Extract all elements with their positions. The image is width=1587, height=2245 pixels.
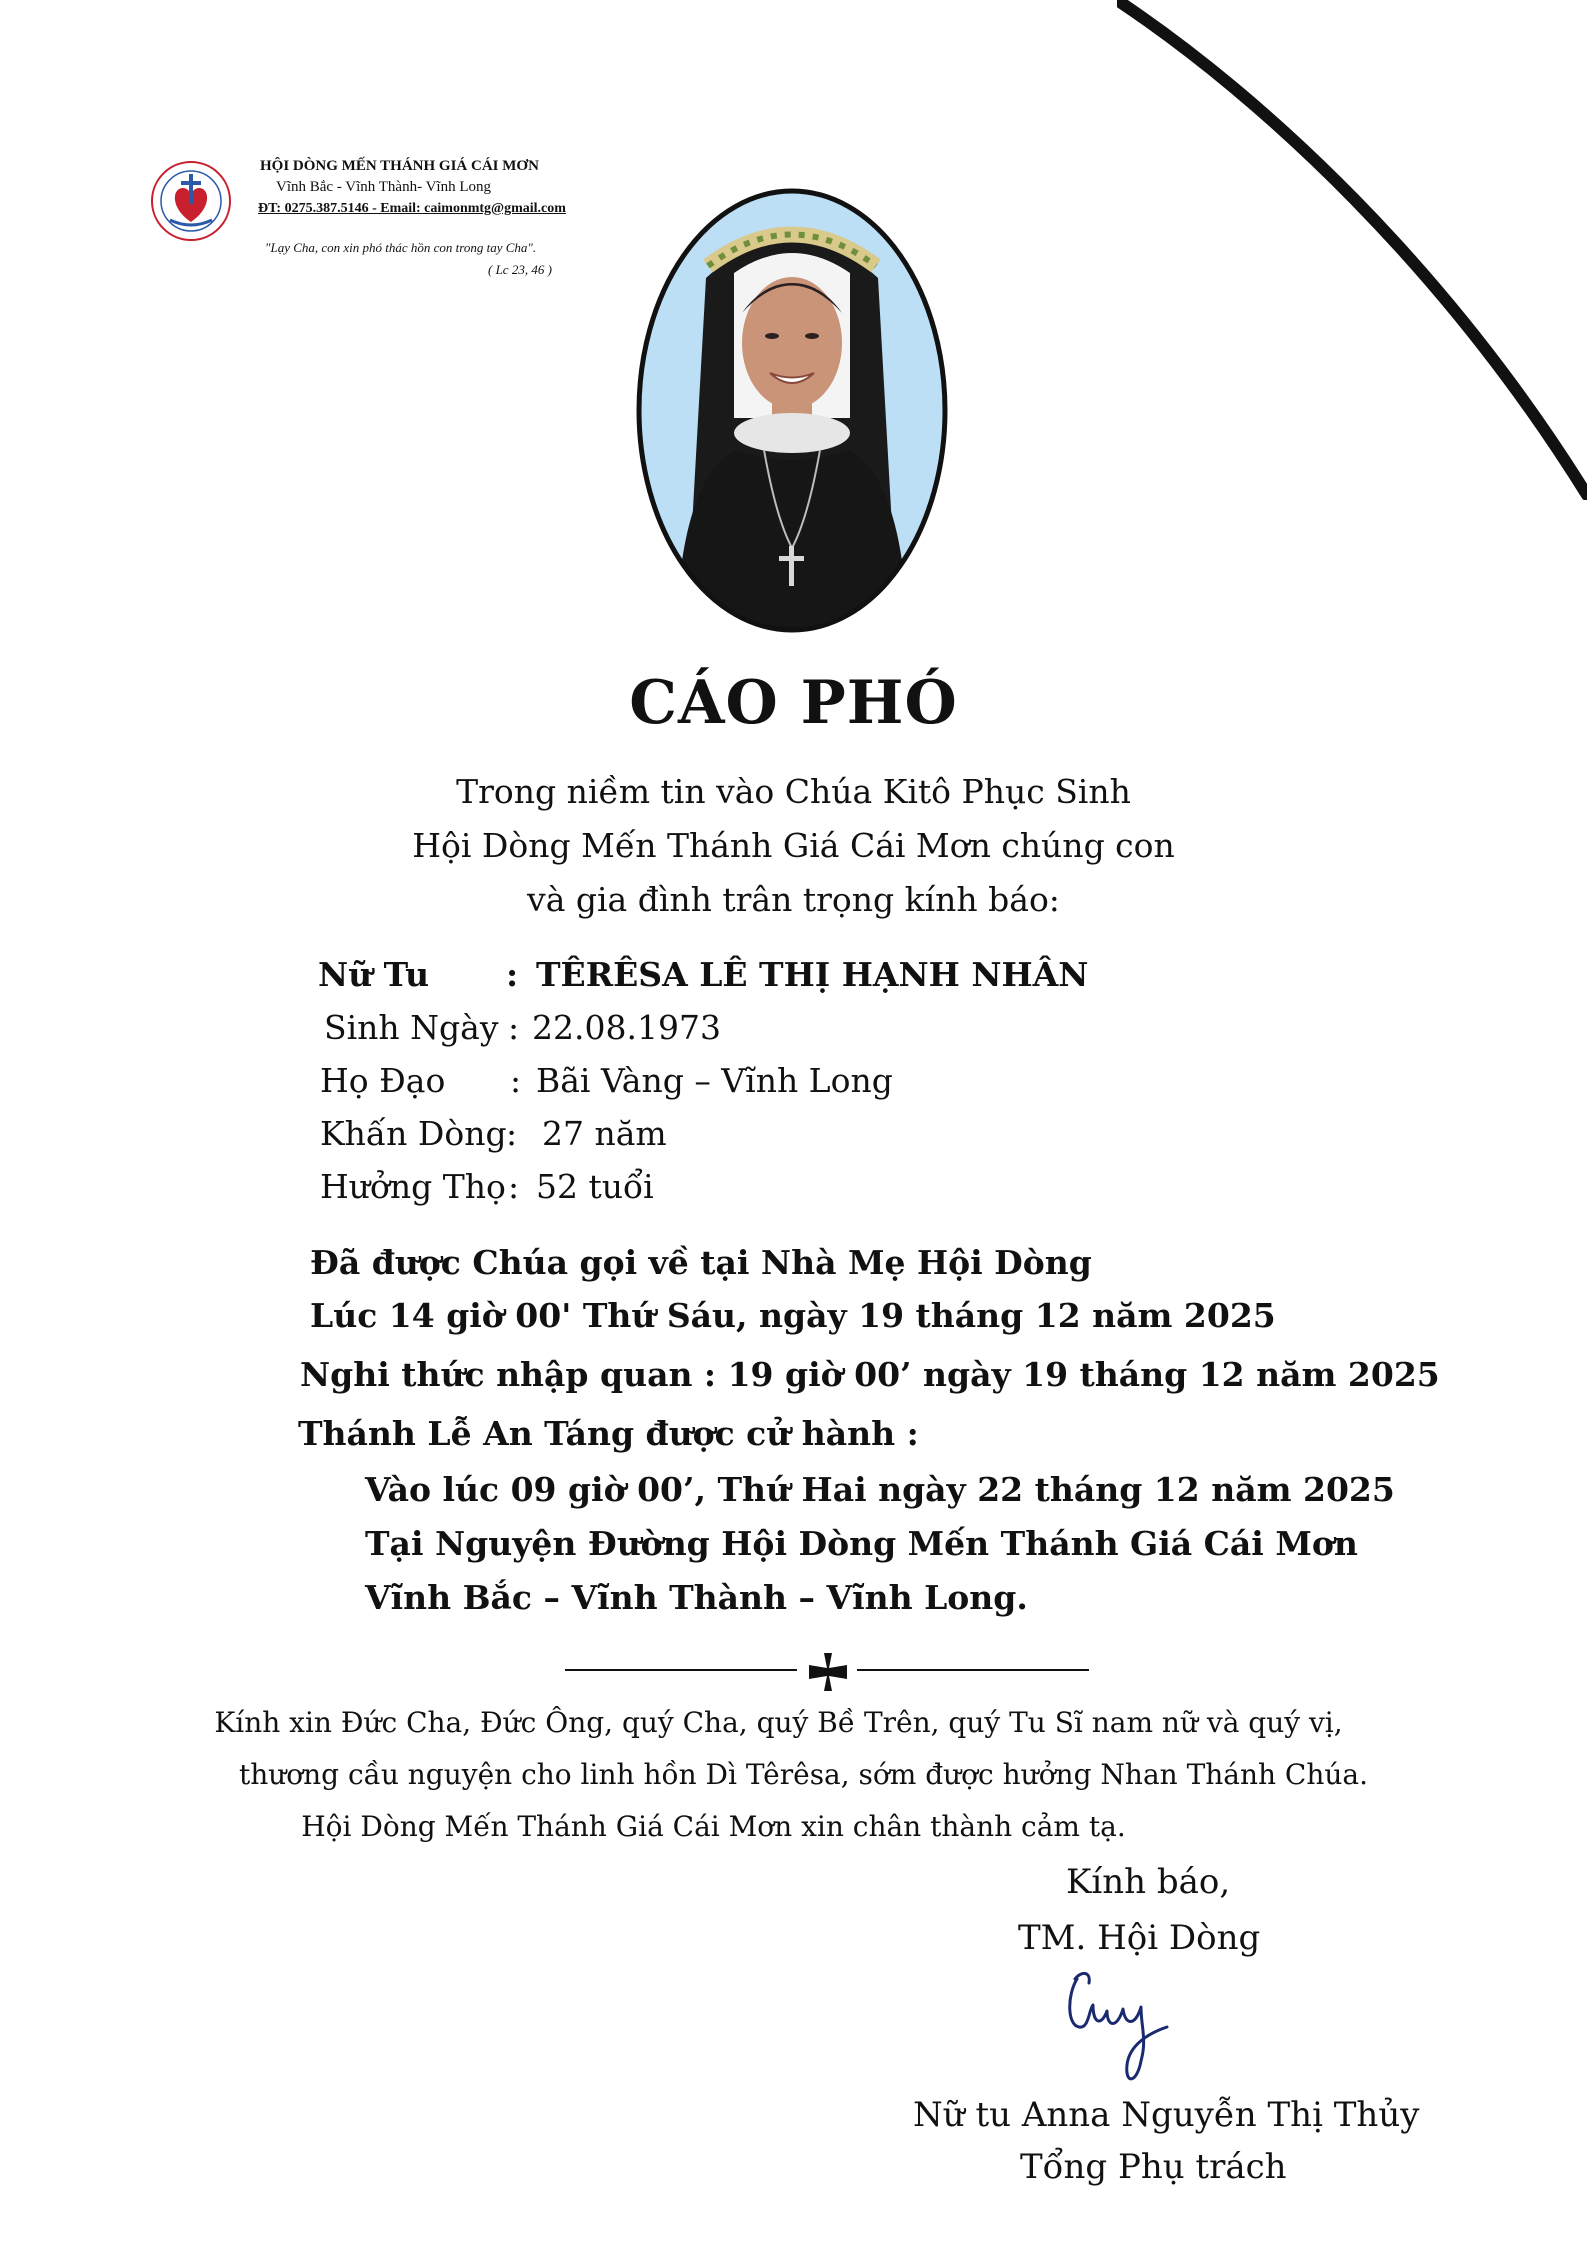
detail-value: Bãi Vàng – Vĩnh Long — [536, 1061, 893, 1100]
intro-line: Trong niềm tin vào Chúa Kitô Phục Sinh — [456, 772, 1131, 811]
header-info — [258, 158, 678, 217]
detail-value: 52 tuổi — [536, 1167, 654, 1206]
signer-name: Nữ tu Anna Nguyễn Thị Thủy — [913, 2095, 1420, 2135]
detail-label: Khấn Dòng — [320, 1114, 507, 1153]
signer-role: Tổng Phụ trách — [1020, 2147, 1287, 2187]
divider-right — [857, 1669, 1089, 1671]
org-name: HỘI DÒNG MẾN THÁNH GIÁ CÁI MƠN — [260, 158, 539, 174]
divider-left — [565, 1669, 797, 1671]
intro-text — [0, 765, 1587, 927]
org-address: Vĩnh Bắc - Vĩnh Thành- Vĩnh Long — [276, 179, 491, 195]
detail-value: 27 năm — [542, 1114, 667, 1153]
announcement-line: Nghi thức nhập quan : 19 giờ 00’ ngày 19 tháng 12 năm 2025 — [300, 1355, 1440, 1394]
closing-text — [0, 1697, 1587, 1853]
org-contact: ĐT: 0275.387.5146 - Email: caimonmtg@gmail.com — [258, 201, 566, 216]
congregation-logo — [150, 160, 232, 242]
closing-line: Kính xin Đức Cha, Đức Ông, quý Cha, quý Bề Trên, quý Tu Sĩ nam nữ và quý vị, — [214, 1706, 1343, 1739]
announcement-line: Tại Nguyện Đường Hội Dòng Mến Thánh Giá Cái Mơn — [365, 1524, 1358, 1563]
header-quote-ref: ( Lc 23, 46 ) — [488, 262, 552, 277]
announcement-line: Lúc 14 giờ 00' Thứ Sáu, ngày 19 tháng 12 năm 2025 — [310, 1296, 1276, 1335]
closing-line: Hội Dòng Mến Thánh Giá Cái Mơn xin chân thành cảm tạ. — [301, 1810, 1126, 1843]
detail-label: Họ Đạo — [320, 1061, 446, 1100]
cross-icon — [807, 1651, 849, 1693]
detail-separator: : — [508, 1167, 520, 1206]
detail-separator: : — [506, 955, 519, 994]
announcement-line: Vĩnh Bắc – Vĩnh Thành – Vĩnh Long. — [365, 1578, 1028, 1617]
page-title: CÁO PHÓ — [629, 668, 958, 738]
closing-line: thương cầu nguyện cho linh hồn Dì Têrêsa, sớm được hưởng Nhan Thánh Chúa. — [238, 1758, 1369, 1791]
announcement-line: Thánh Lễ An Táng được cử hành : — [298, 1414, 919, 1453]
detail-value: TÊRÊSA LÊ THỊ HẠNH NHÂN — [536, 955, 1089, 994]
signoff-on-behalf: TM. Hội Dòng — [1018, 1918, 1261, 1958]
detail-label: Hưởng Thọ — [320, 1167, 506, 1206]
detail-separator: : — [508, 1008, 520, 1047]
signoff-greeting: Kính báo, — [1066, 1862, 1231, 1902]
header-quote: "Lạy Cha, con xin phó thác hồn con trong tay Cha". — [265, 240, 537, 255]
portrait-photo — [636, 188, 948, 633]
detail-label: Sinh Ngày — [324, 1008, 499, 1047]
detail-label: Nữ Tu — [318, 955, 430, 994]
detail-value: 22.08.1973 — [532, 1008, 721, 1047]
signature — [1045, 1965, 1215, 2095]
announcement-line: Đã được Chúa gọi về tại Nhà Mẹ Hội Dòng — [310, 1243, 1092, 1282]
detail-separator: : — [510, 1061, 522, 1100]
announcement-line: Vào lúc 09 giờ 00’, Thứ Hai ngày 22 tháng 12 năm 2025 — [365, 1470, 1395, 1509]
detail-separator: : — [506, 1114, 518, 1153]
intro-line: và gia đình trân trọng kính báo: — [527, 880, 1060, 919]
intro-line: Hội Dòng Mến Thánh Giá Cái Mơn chúng con — [412, 826, 1175, 865]
mourning-ribbon — [1117, 0, 1587, 500]
